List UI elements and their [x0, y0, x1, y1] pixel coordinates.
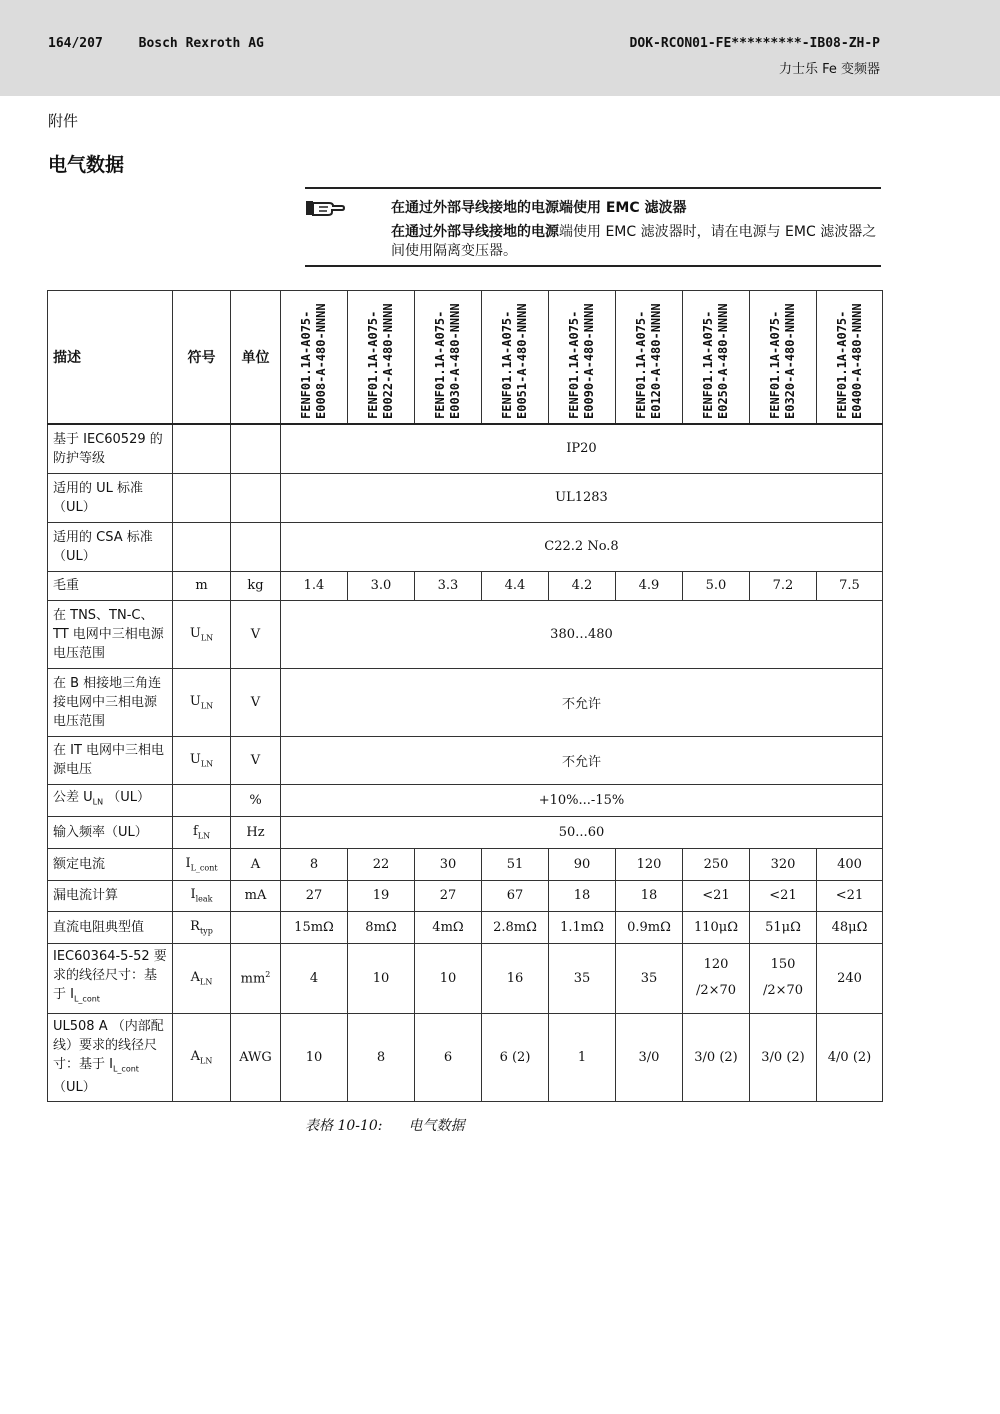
- table-header-row: [48, 291, 883, 425]
- product-name: 力士乐 Fe 变频器: [778, 62, 880, 77]
- table-cell: 67: [482, 880, 549, 911]
- table-cell: 7.5: [817, 571, 883, 600]
- table-cell: 4.2: [549, 571, 616, 600]
- table-cell: <21: [817, 880, 883, 911]
- table-cell: 120: [616, 848, 683, 880]
- row-desc: 公差 $U_{LN}$ （UL）: [48, 784, 173, 816]
- caption-title: 电气数据: [408, 1118, 465, 1134]
- col-header-model: FENF01.1A-A075- E0051-A-480-NNNN: [482, 291, 549, 425]
- table-row: [48, 816, 883, 848]
- table-row: [48, 522, 883, 571]
- row-symbol: $f_{LN}$: [173, 816, 231, 848]
- col-header-model: FENF01.1A-A075- E0090-A-480-NNNN: [549, 291, 616, 425]
- header-left: [48, 36, 292, 51]
- table-cell: 4: [281, 943, 348, 1013]
- table-cell: 22: [348, 848, 415, 880]
- table-cell: 8mΩ: [348, 911, 415, 943]
- table-cell: 4mΩ: [415, 911, 482, 943]
- table-cell: 2.8mΩ: [482, 911, 549, 943]
- row-desc: 直流电阻典型值: [48, 911, 173, 943]
- row-unit: A: [231, 848, 281, 880]
- table-cell: 250: [683, 848, 750, 880]
- note-title: 在通过外部导线接地的电源端使用 EMC 滤波器: [391, 200, 687, 216]
- note-text-rest: 端使用 EMC 滤波器时，请在电源与 EMC 滤波器之间使用隔离变压器。: [391, 224, 877, 259]
- table-cell: 0.9mΩ: [616, 911, 683, 943]
- table-cell: 7.2: [750, 571, 817, 600]
- page-title: 电气数据: [48, 154, 125, 176]
- row-unit: mA: [231, 880, 281, 911]
- row-desc: IEC60364-5-52 要求的线径尺寸：基于 $I_{L\_cont}$: [48, 943, 173, 1013]
- table-cell: 150 /2×70: [750, 943, 817, 1013]
- page-number: 164/207: [48, 36, 103, 51]
- table-cell: 15mΩ: [281, 911, 348, 943]
- table-cell: 48μΩ: [817, 911, 883, 943]
- page-header: [0, 0, 1000, 96]
- table-cell: 4/0 (2): [817, 1013, 883, 1101]
- caption-number: 表格 10-10:: [305, 1118, 383, 1134]
- row-symbol: $A_{LN}$: [173, 1013, 231, 1101]
- table-cell: 30: [415, 848, 482, 880]
- row-desc: 额定电流: [48, 848, 173, 880]
- row-desc: 适用的 CSA 标准（UL）: [48, 522, 173, 571]
- doc-id: DOK-RCON01-FE*********-IB08-ZH-P: [629, 36, 880, 51]
- table-cell: 1: [549, 1013, 616, 1101]
- table-cell: 240: [817, 943, 883, 1013]
- note-text: [391, 223, 881, 261]
- table-cell: 27: [415, 880, 482, 911]
- table-cell: 10: [415, 943, 482, 1013]
- row-symbol: $U_{LN}$: [173, 668, 231, 736]
- table-cell: 3/0: [616, 1013, 683, 1101]
- row-value: 不允许: [281, 736, 883, 784]
- row-unit: V: [231, 600, 281, 668]
- col-header-model: FENF01.1A-A075- E0120-A-480-NNNN: [616, 291, 683, 425]
- row-value: 50...60: [281, 816, 883, 848]
- row-value: +10%...-15%: [281, 784, 883, 816]
- table-row: [48, 668, 883, 736]
- row-desc: UL508 A （内部配线）要求的线径尺寸：基于 $I_{L\_cont}$ （UL）: [48, 1013, 173, 1101]
- row-desc: 输入频率（UL）: [48, 816, 173, 848]
- row-value: 380…480: [281, 600, 883, 668]
- table-cell: 3/0 (2): [750, 1013, 817, 1101]
- table-row: [48, 1013, 883, 1101]
- table-row: [48, 600, 883, 668]
- row-unit: AWG: [231, 1013, 281, 1101]
- table-row: [48, 880, 883, 911]
- row-desc: 适用的 UL 标准（UL）: [48, 473, 173, 522]
- table-cell: 8: [281, 848, 348, 880]
- table-cell: 320: [750, 848, 817, 880]
- row-symbol: $U_{LN}$: [173, 600, 231, 668]
- table-row: [48, 571, 883, 600]
- table-cell: 18: [549, 880, 616, 911]
- col-header-model: FENF01.1A-A075- E0320-A-480-NNNN: [750, 291, 817, 425]
- table-cell: 10: [281, 1013, 348, 1101]
- row-unit: V: [231, 736, 281, 784]
- row-unit: $mm^2$: [231, 943, 281, 1013]
- table-row: [48, 848, 883, 880]
- table-cell: 19: [348, 880, 415, 911]
- table-cell: 10: [348, 943, 415, 1013]
- row-desc: 漏电流计算: [48, 880, 173, 911]
- row-symbol: $U_{LN}$: [173, 736, 231, 784]
- table-cell: <21: [683, 880, 750, 911]
- table-row: [48, 943, 883, 1013]
- table-cell: 3/0 (2): [683, 1013, 750, 1101]
- row-unit: kg: [231, 571, 281, 600]
- row-desc: 毛重: [48, 571, 173, 600]
- row-desc: 在 IT 电网中三相电源电压: [48, 736, 173, 784]
- table-cell: 35: [549, 943, 616, 1013]
- table-cell: 16: [482, 943, 549, 1013]
- table-cell: 400: [817, 848, 883, 880]
- table-row: [48, 473, 883, 522]
- row-unit: %: [231, 784, 281, 816]
- table-cell: 1.1mΩ: [549, 911, 616, 943]
- table-cell: 35: [616, 943, 683, 1013]
- table-cell: 27: [281, 880, 348, 911]
- col-header-model: FENF01.1A-A075- E0022-A-480-NNNN: [348, 291, 415, 425]
- table-cell: 5.0: [683, 571, 750, 600]
- col-header-model: FENF01.1A-A075- E0030-A-480-NNNN: [415, 291, 482, 425]
- table-cell: <21: [750, 880, 817, 911]
- row-value: IP20: [281, 424, 883, 473]
- table-cell: 6: [415, 1013, 482, 1101]
- row-symbol: $I_{leak}$: [173, 880, 231, 911]
- electrical-data-table: [47, 290, 883, 1102]
- table-cell: 6 (2): [482, 1013, 549, 1101]
- col-header-desc: 描述: [48, 291, 173, 425]
- table-cell: 3.3: [415, 571, 482, 600]
- row-desc: 在 B 相接地三角连接电网中三相电源电压范围: [48, 668, 173, 736]
- table-cell: 1.4: [281, 571, 348, 600]
- table-cell: 18: [616, 880, 683, 911]
- table-row: [48, 424, 883, 473]
- row-desc: 基于 IEC60529 的防护等级: [48, 424, 173, 473]
- section-label: 附件: [48, 112, 79, 130]
- table-caption: [305, 1115, 491, 1135]
- row-symbol: $I_{L\_cont}$: [173, 848, 231, 880]
- table-row: [48, 784, 883, 816]
- table-cell: 110μΩ: [683, 911, 750, 943]
- pointing-hand-icon: [305, 197, 345, 219]
- table-cell: 51: [482, 848, 549, 880]
- row-symbol: $A_{LN}$: [173, 943, 231, 1013]
- col-header-model: FENF01.1A-A075- E0400-A-480-NNNN: [817, 291, 883, 425]
- row-value: C22.2 No.8: [281, 522, 883, 571]
- table-cell: 8: [348, 1013, 415, 1101]
- table-row: [48, 736, 883, 784]
- col-header-model: FENF01.1A-A075- E0008-A-480-NNNN: [281, 291, 348, 425]
- table-cell: 90: [549, 848, 616, 880]
- row-desc: 在 TNS、TN-C、TT 电网中三相电源电压范围: [48, 600, 173, 668]
- table-cell: 4.9: [616, 571, 683, 600]
- table-cell: 51μΩ: [750, 911, 817, 943]
- table-cell: 120 /2×70: [683, 943, 750, 1013]
- row-unit: Hz: [231, 816, 281, 848]
- row-value: 不允许: [281, 668, 883, 736]
- col-header-unit: 单位: [231, 291, 281, 425]
- table-cell: 4.4: [482, 571, 549, 600]
- row-symbol: m: [173, 571, 231, 600]
- row-value: UL1283: [281, 473, 883, 522]
- table-cell: 3.0: [348, 571, 415, 600]
- row-unit: V: [231, 668, 281, 736]
- col-header-symbol: 符号: [173, 291, 231, 425]
- note-box: [305, 187, 881, 267]
- table-row: [48, 911, 883, 943]
- note-text-bold: 在通过外部导线接地的电源: [391, 224, 559, 240]
- company-name: Bosch Rexroth AG: [138, 36, 264, 51]
- row-symbol: $R_{typ}$: [173, 911, 231, 943]
- col-header-model: FENF01.1A-A075- E0250-A-480-NNNN: [683, 291, 750, 425]
